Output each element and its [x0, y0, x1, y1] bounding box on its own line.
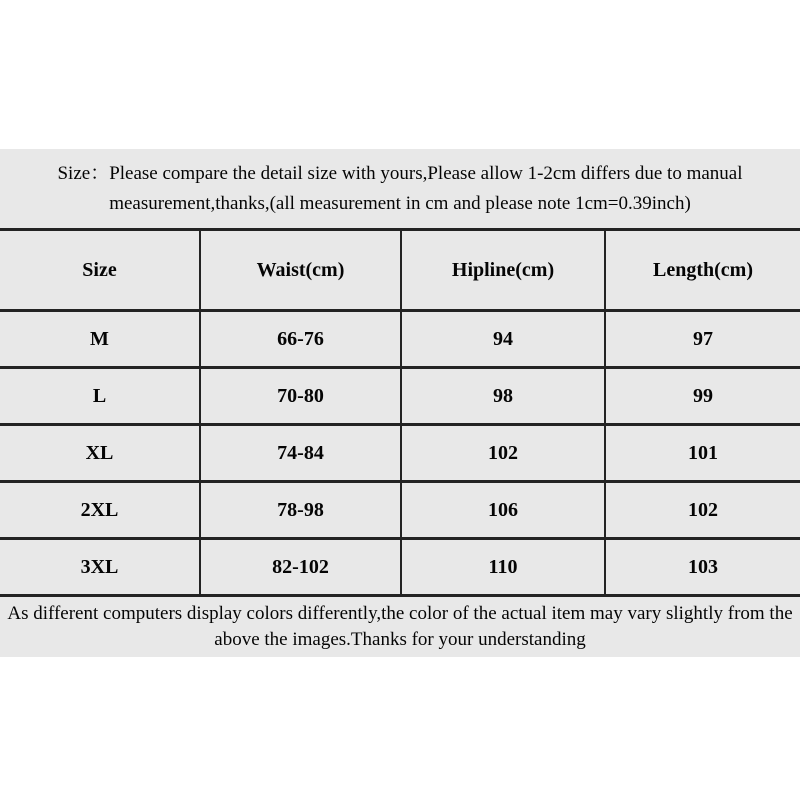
- color-disclaimer-text: As different computers display colors differently,the color of the actual item may vary slightly from the above the images.Thanks for your understanding: [7, 603, 793, 650]
- size-label: 2XL: [0, 482, 200, 539]
- waist-value: 82-102: [200, 539, 401, 596]
- col-header-size: Size: [0, 230, 200, 311]
- table-header-row: [0, 230, 800, 311]
- measurement-notice-text: Size：Please compare the detail size with yours,Please allow 1-2cm differs due to manual measurement,thanks,(all measurement in cm and please note 1cm=0.39inch): [57, 162, 743, 214]
- size-chart-sheet: [0, 149, 800, 657]
- hipline-value: 102: [401, 425, 605, 482]
- hipline-value: 106: [401, 482, 605, 539]
- hipline-value: 94: [401, 311, 605, 368]
- length-value: 99: [605, 368, 800, 425]
- table-row-2xl: [0, 482, 800, 539]
- waist-value: 78-98: [200, 482, 401, 539]
- waist-value: 74-84: [200, 425, 401, 482]
- size-label: 3XL: [0, 539, 200, 596]
- size-label: L: [0, 368, 200, 425]
- size-chart-table: [0, 228, 800, 597]
- col-header-waist: Waist(cm): [200, 230, 401, 311]
- color-disclaimer: [0, 597, 800, 657]
- table-row-3xl: [0, 539, 800, 596]
- length-value: 97: [605, 311, 800, 368]
- hipline-value: 110: [401, 539, 605, 596]
- length-value: 101: [605, 425, 800, 482]
- hipline-value: 98: [401, 368, 605, 425]
- length-value: 102: [605, 482, 800, 539]
- col-header-length: Length(cm): [605, 230, 800, 311]
- col-header-hipline: Hipline(cm): [401, 230, 605, 311]
- table-row-l: [0, 368, 800, 425]
- size-label: M: [0, 311, 200, 368]
- waist-value: 66-76: [200, 311, 401, 368]
- waist-value: 70-80: [200, 368, 401, 425]
- table-row-xl: [0, 425, 800, 482]
- size-label: XL: [0, 425, 200, 482]
- length-value: 103: [605, 539, 800, 596]
- measurement-notice: [0, 149, 800, 228]
- table-row-m: [0, 311, 800, 368]
